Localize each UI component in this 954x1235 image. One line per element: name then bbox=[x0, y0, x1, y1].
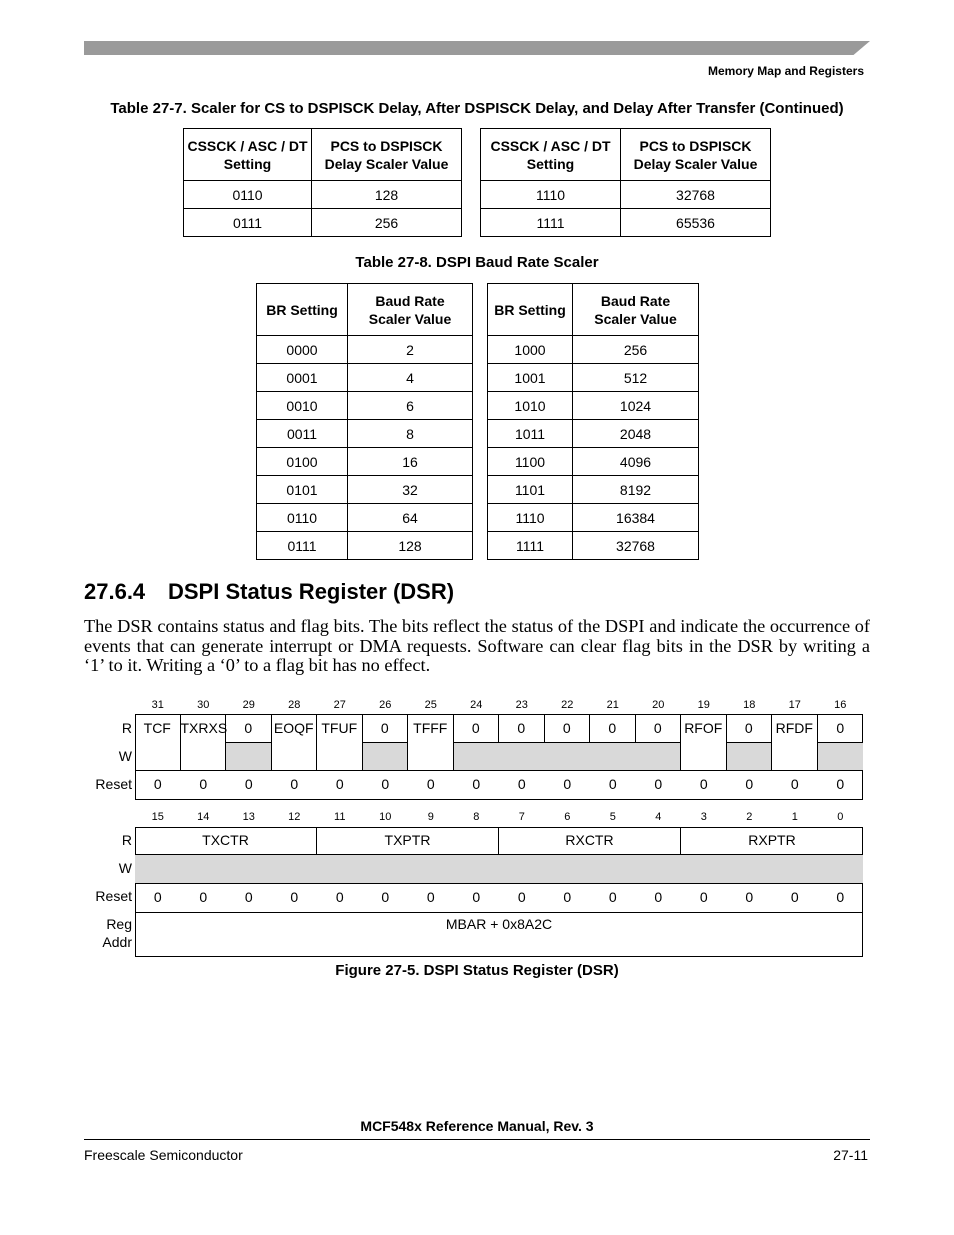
body-paragraph: The DSR contains status and flag bits. The bits reflect the status of the DSPI and indicate the occurrence of events that can generate interrupt or DMA requests. Software can clear flag bits in the DSR by writing a ‘1’ to it. Writing a ‘0’ to a flag bit has no effect. bbox=[84, 616, 870, 675]
scaler-value-cell: 4 bbox=[348, 364, 473, 392]
reset-value: 0 bbox=[290, 889, 299, 905]
scaler-value-cell: 32 bbox=[348, 476, 473, 504]
running-header: Memory Map and Registers bbox=[707, 64, 864, 78]
footer-manual-title: MCF548x Reference Manual, Rev. 3 bbox=[360, 1118, 594, 1134]
table-row bbox=[257, 504, 473, 532]
bit-field-w bbox=[408, 742, 454, 771]
bit-number: 20 bbox=[652, 699, 665, 711]
row-label-reg: Reg bbox=[106, 916, 132, 932]
table-row bbox=[257, 364, 473, 392]
scaler-value-cell: 8192 bbox=[573, 476, 699, 504]
bit-number: 14 bbox=[197, 811, 210, 823]
scaler-value-cell: 8 bbox=[348, 420, 473, 448]
scaler-value-cell: 1024 bbox=[573, 392, 699, 420]
bit-field-w bbox=[226, 742, 272, 771]
reset-value: 0 bbox=[153, 889, 162, 905]
br-setting-cell: 0110 bbox=[257, 504, 348, 532]
row-label-r: R bbox=[121, 832, 132, 848]
scaler-value-cell: 6 bbox=[348, 392, 473, 420]
header-bar bbox=[84, 41, 870, 55]
bit-field-w bbox=[272, 742, 318, 771]
footer-page-number: 27-11 bbox=[833, 1147, 868, 1163]
bit-number: 2 bbox=[746, 811, 753, 823]
row-label-r: R bbox=[121, 720, 132, 736]
bit-number: 21 bbox=[606, 699, 619, 711]
bit-number: 12 bbox=[288, 811, 301, 823]
table-row bbox=[257, 448, 473, 476]
reset-value: 0 bbox=[517, 776, 526, 792]
table-row bbox=[257, 476, 473, 504]
row-label-addr: Addr bbox=[102, 934, 132, 950]
scaler-value-cell: 32768 bbox=[573, 532, 699, 560]
section-number: 27.6.4 bbox=[84, 579, 146, 604]
table-row bbox=[488, 532, 699, 560]
scaler-value-cell: 64 bbox=[348, 504, 473, 532]
bit-number: 6 bbox=[564, 811, 571, 823]
bit-field-w bbox=[636, 742, 682, 771]
bit-field-w bbox=[135, 742, 181, 771]
reset-value: 0 bbox=[836, 776, 845, 792]
header-br-setting: BR Setting bbox=[257, 284, 348, 336]
header-scaler: PCS to DSPISCK Delay Scaler Value bbox=[621, 129, 771, 181]
bit-field-r: EOQF bbox=[272, 714, 318, 742]
scaler-value-cell: 16 bbox=[348, 448, 473, 476]
scaler-value-cell: 4096 bbox=[573, 448, 699, 476]
bit-field-r: TFUF bbox=[317, 714, 363, 742]
scaler-value-cell: 128 bbox=[348, 532, 473, 560]
br-setting-cell: 0001 bbox=[257, 364, 348, 392]
table-row bbox=[257, 336, 473, 364]
bit-number: 11 bbox=[334, 811, 346, 823]
reset-value: 0 bbox=[153, 776, 162, 792]
br-setting-cell: 1011 bbox=[488, 420, 573, 448]
bit-number: 31 bbox=[151, 699, 164, 711]
table-row bbox=[488, 504, 699, 532]
table-row bbox=[257, 392, 473, 420]
table-row: 1111 65536 bbox=[481, 209, 771, 237]
register-address: MBAR + 0x8A2C bbox=[135, 912, 863, 957]
table-27-8-right bbox=[487, 283, 699, 560]
reset-value: 0 bbox=[836, 889, 845, 905]
bit-number: 0 bbox=[837, 811, 844, 823]
bit-field-w bbox=[772, 742, 818, 771]
bit-field-r: RFOF bbox=[681, 714, 727, 742]
reset-value: 0 bbox=[745, 776, 754, 792]
section-heading bbox=[84, 579, 454, 605]
reset-value: 0 bbox=[426, 776, 435, 792]
table-27-7-right bbox=[480, 128, 771, 237]
reset-value: 0 bbox=[563, 889, 572, 905]
header-scaler: PCS to DSPISCK Delay Scaler Value bbox=[312, 129, 462, 181]
scaler-value-cell: 16384 bbox=[573, 504, 699, 532]
reset-value: 0 bbox=[290, 776, 299, 792]
br-setting-cell: 1110 bbox=[488, 504, 573, 532]
reset-value: 0 bbox=[472, 776, 481, 792]
table-row: 0110 128 bbox=[184, 181, 462, 209]
reset-value: 0 bbox=[199, 776, 208, 792]
bit-field-w bbox=[499, 742, 545, 771]
reset-value: 0 bbox=[244, 776, 253, 792]
bit-field: RXCTR bbox=[499, 827, 681, 855]
bit-field-r: 0 bbox=[590, 714, 636, 742]
bit-field-r: 0 bbox=[226, 714, 272, 742]
bit-field-w bbox=[363, 742, 409, 771]
row-label-reset: Reset bbox=[95, 776, 132, 792]
reset-value: 0 bbox=[381, 776, 390, 792]
row-label-w: W bbox=[118, 860, 132, 876]
bit-field-r: 0 bbox=[363, 714, 409, 742]
bit-field-r: 0 bbox=[727, 714, 773, 742]
bit-number: 23 bbox=[515, 699, 528, 711]
table-row bbox=[488, 476, 699, 504]
bit-field-w bbox=[727, 742, 773, 771]
header-br-setting: BR Setting bbox=[488, 284, 573, 336]
reset-value: 0 bbox=[426, 889, 435, 905]
table-row bbox=[257, 420, 473, 448]
bit-number: 25 bbox=[424, 699, 437, 711]
br-setting-cell: 0100 bbox=[257, 448, 348, 476]
bit-number: 10 bbox=[379, 811, 392, 823]
table-27-8-left bbox=[256, 283, 473, 560]
scaler-value-cell: 2048 bbox=[573, 420, 699, 448]
br-setting-cell: 0111 bbox=[257, 532, 348, 560]
header-baud-scaler: Baud Rate Scaler Value bbox=[348, 284, 473, 336]
br-setting-cell: 0101 bbox=[257, 476, 348, 504]
bit-number: 24 bbox=[470, 699, 483, 711]
table-row: 0111 256 bbox=[184, 209, 462, 237]
row-label-w: W bbox=[118, 748, 132, 764]
table-27-7-caption: Table 27-7. Scaler for CS to DSPISCK Delay, After DSPISCK Delay, and Delay After Transfer (Continued) bbox=[110, 100, 844, 117]
table-row bbox=[257, 532, 473, 560]
br-setting-cell: 0010 bbox=[257, 392, 348, 420]
scaler-value-cell: 2 bbox=[348, 336, 473, 364]
bit-number: 15 bbox=[151, 811, 164, 823]
bit-field-w bbox=[545, 742, 591, 771]
reset-value: 0 bbox=[654, 889, 663, 905]
bit-number: 9 bbox=[427, 811, 434, 823]
bit-field-r: 0 bbox=[836, 720, 845, 736]
bit-field-r: TXRXS bbox=[181, 714, 227, 742]
table-row bbox=[488, 336, 699, 364]
reset-value: 0 bbox=[199, 889, 208, 905]
bit-field-w bbox=[590, 742, 636, 771]
bit-field-w-readonly bbox=[135, 855, 863, 884]
table-row bbox=[488, 364, 699, 392]
bit-number: 19 bbox=[697, 699, 710, 711]
header-setting: CSSCK / ASC / DT Setting bbox=[481, 129, 621, 181]
bit-number: 1 bbox=[791, 811, 798, 823]
header-baud-scaler: Baud Rate Scaler Value bbox=[573, 284, 699, 336]
reset-value: 0 bbox=[517, 889, 526, 905]
table-27-7-left bbox=[183, 128, 462, 237]
bit-field: TXCTR bbox=[135, 827, 317, 855]
table-row bbox=[488, 448, 699, 476]
br-setting-cell: 0000 bbox=[257, 336, 348, 364]
section-title: DSPI Status Register (DSR) bbox=[168, 579, 455, 604]
bit-number: 17 bbox=[788, 699, 801, 711]
table-27-8-caption: Table 27-8. DSPI Baud Rate Scaler bbox=[355, 254, 599, 271]
bit-number: 22 bbox=[561, 699, 574, 711]
reset-value: 0 bbox=[472, 889, 481, 905]
reset-value: 0 bbox=[244, 889, 253, 905]
table-row bbox=[488, 392, 699, 420]
bit-number: 26 bbox=[379, 699, 392, 711]
bit-field-w bbox=[681, 742, 727, 771]
bit-number: 7 bbox=[518, 811, 525, 823]
reset-value: 0 bbox=[608, 889, 617, 905]
reset-value: 0 bbox=[745, 889, 754, 905]
scaler-value-cell: 512 bbox=[573, 364, 699, 392]
footer-rule bbox=[84, 1139, 870, 1140]
bit-number: 29 bbox=[242, 699, 255, 711]
bit-field-r: RFDF bbox=[772, 714, 818, 742]
reset-value: 0 bbox=[790, 776, 799, 792]
br-setting-cell: 1000 bbox=[488, 336, 573, 364]
bit-number: 30 bbox=[197, 699, 210, 711]
bit-field-r: TFFF bbox=[408, 714, 454, 742]
bit-number: 8 bbox=[473, 811, 480, 823]
footer-company: Freescale Semiconductor bbox=[84, 1147, 243, 1163]
bit-field-w bbox=[818, 742, 864, 771]
br-setting-cell: 1100 bbox=[488, 448, 573, 476]
bit-field-r: 0 bbox=[636, 714, 682, 742]
bit-field-w bbox=[181, 742, 227, 771]
br-setting-cell: 1010 bbox=[488, 392, 573, 420]
bit-field-r: TCF bbox=[135, 714, 181, 742]
header-setting: CSSCK / ASC / DT Setting bbox=[184, 129, 312, 181]
reset-value: 0 bbox=[699, 889, 708, 905]
br-setting-cell: 1111 bbox=[488, 532, 573, 560]
br-setting-cell: 1001 bbox=[488, 364, 573, 392]
reset-value: 0 bbox=[790, 889, 799, 905]
bit-number: 18 bbox=[743, 699, 756, 711]
bit-field-r: 0 bbox=[545, 714, 591, 742]
bit-number: 27 bbox=[333, 699, 346, 711]
reset-value: 0 bbox=[654, 776, 663, 792]
reset-value: 0 bbox=[608, 776, 617, 792]
row-label-reset: Reset bbox=[95, 888, 132, 904]
reset-value: 0 bbox=[563, 776, 572, 792]
reset-value: 0 bbox=[335, 889, 344, 905]
bit-field-r: 0 bbox=[499, 714, 545, 742]
br-setting-cell: 0011 bbox=[257, 420, 348, 448]
bit-number: 3 bbox=[700, 811, 707, 823]
bit-number: 28 bbox=[288, 699, 301, 711]
bit-number: 16 bbox=[834, 699, 847, 711]
table-row: 1110 32768 bbox=[481, 181, 771, 209]
table-row bbox=[488, 420, 699, 448]
bit-field: TXPTR bbox=[317, 827, 499, 855]
bit-number: 4 bbox=[655, 811, 662, 823]
reset-value: 0 bbox=[335, 776, 344, 792]
reset-value: 0 bbox=[381, 889, 390, 905]
bit-field-r: 0 bbox=[454, 714, 500, 742]
scaler-value-cell: 256 bbox=[573, 336, 699, 364]
bit-field-w bbox=[454, 742, 500, 771]
reset-value: 0 bbox=[699, 776, 708, 792]
bit-field: RXPTR bbox=[681, 827, 863, 855]
figure-caption: Figure 27-5. DSPI Status Register (DSR) bbox=[335, 962, 619, 979]
br-setting-cell: 1101 bbox=[488, 476, 573, 504]
bit-number: 13 bbox=[242, 811, 255, 823]
bit-field-w bbox=[317, 742, 363, 771]
bit-number: 5 bbox=[609, 811, 616, 823]
